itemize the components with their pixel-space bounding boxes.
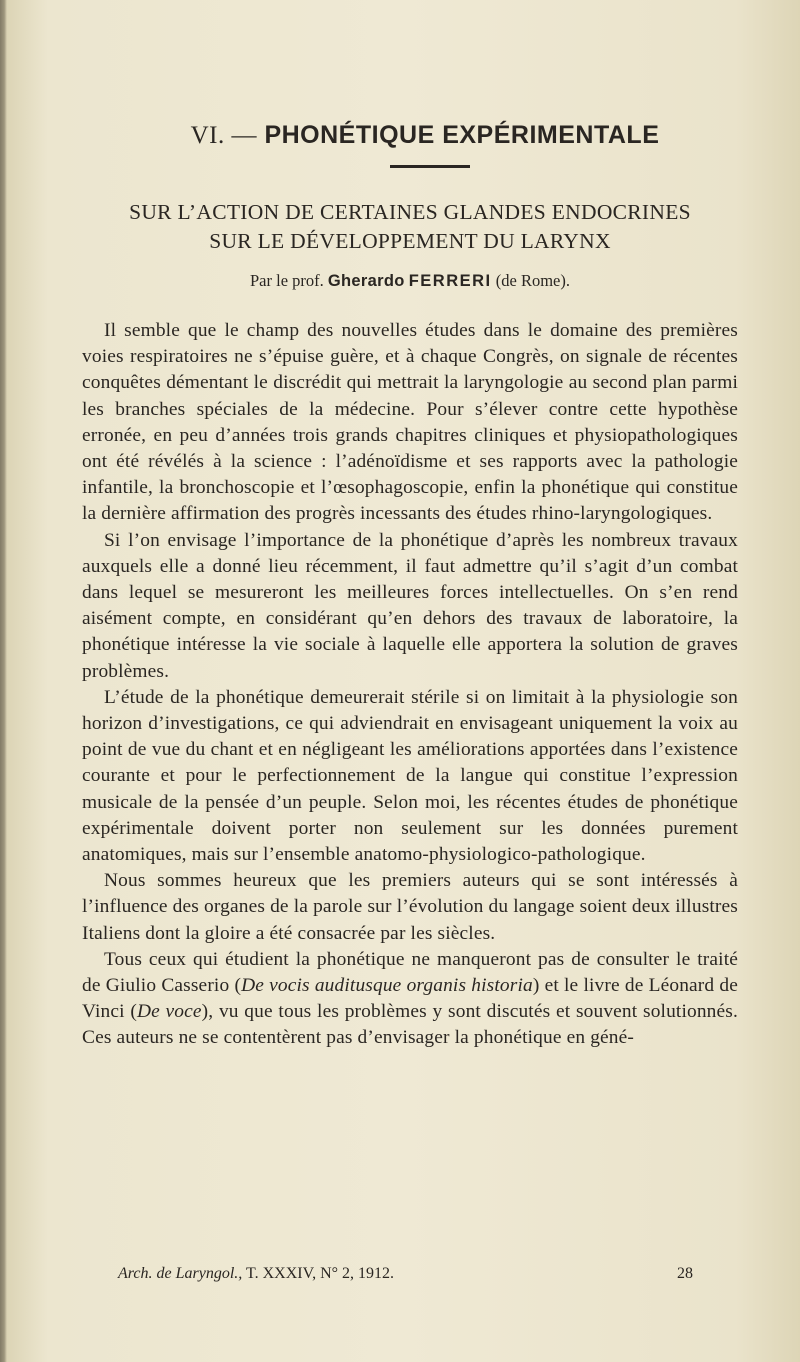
article-title <box>82 198 738 256</box>
author-first-name: Gherardo <box>327 272 405 290</box>
binding-edge <box>0 0 7 1362</box>
section-number: VI. — <box>190 122 257 149</box>
footer-journal: Arch. de Laryngol., <box>118 1265 243 1282</box>
article-title-line-2: SUR LE DÉVELOPPEMENT DU LARYNX <box>209 229 611 253</box>
byline-suffix: (de Rome). <box>495 271 570 290</box>
section-heading <box>112 118 738 153</box>
section-title: PHONÉTIQUE EXPÉRIMENTALE <box>264 121 660 149</box>
footer-citation <box>118 1265 394 1283</box>
article-title-line-1: SUR L’ACTION DE CERTAINES GLANDES ENDOCRINES <box>129 200 691 224</box>
paragraph-5-part-a: Tous ceux qui étudient la phonétique ne manqueront pas de consulter le traité de Giulio Casserio ( <box>82 948 738 997</box>
page-footer <box>118 1265 693 1283</box>
footer-volume: T. XXXIV, N° 2, 1912. <box>246 1265 395 1282</box>
byline <box>82 270 738 292</box>
paragraph-4: Nous sommes heureux que les premiers auteurs qui se sont intéressés à l’influence des organes de la parole sur l’évolution du langage soient deux illustres Italiens dont la gloire a été consacrée par les siècles. <box>82 870 738 944</box>
byline-prefix: Par le prof. <box>250 271 324 290</box>
paragraph-5-part-b: ) et le livre de Léonard de Vinci ( <box>82 975 738 1023</box>
author-last-name: FERRERI <box>408 272 492 290</box>
paragraph-5-part-c: ), vu que tous les problèmes y sont discutés et souvent solutionnés. Ces auteurs ne se contentèrent pas d’envisager la phonétique en géné- <box>82 1001 738 1049</box>
paragraph-3: L’étude de la phonétique demeurerait stérile si on limitait à la physiologie son horizon d’investigations, ce qui adviendrait en envisageant uniquement la voix au point de vue du chant et en négligeant les améliorations apportées dans l’existence courante et pour le perfectionnement de la langue qui constitue l’expression musicale de la pensée d’un peuple. Selon moi, les récentes études de phonétique expérimentale doivent porter non seulement sur les données purement anatomiques, mais sur l’ensemble anatomo-physiologico-pathologique. <box>82 686 738 866</box>
article-content <box>82 118 738 1052</box>
heading-rule <box>390 165 470 168</box>
page-number: 28 <box>677 1265 693 1282</box>
casserio-title: De vocis auditusque organis historia <box>241 975 533 997</box>
vinci-title: De voce <box>136 1001 202 1023</box>
paragraph-2: Si l’on envisage l’importance de la phonétique d’après les nombreux travaux auxquels elle a donné lieu récemment, il faut admettre qu’il s’agit d’un combat dans lequel se mesureront les meilleures forces intellectuelles. On s’en rend aisément compte, en considérant qu’en dehors des travaux de laboratoire, la phonétique intéresse la vie sociale à laquelle elle apportera la solution de graves problèmes. <box>82 529 738 682</box>
paragraph-5 <box>82 947 738 1052</box>
paragraph-1: Il semble que le champ des nouvelles études dans le domaine des premières voies respiratoires ne s’épuise guère, et à chaque Congrès, on signale de récentes conquêtes démentant le discrédit qui mettrait la laryngologie au second plan parmi les branches spéciales de la médecine. Pour s’élever contre cette hypothèse erronée, en peu d’années trois grands chapitres cliniques et physiopathologiques ont été révélés à la science : l’adénoïdisme et ses rapports avec la pathologie infantile, la bronchoscopie et l’œsophagoscopie, enfin la phonétique qui constitue la dernière affirmation des progrès incessants des études rhino-laryngologiques. <box>82 320 738 525</box>
body-text <box>82 318 738 1052</box>
